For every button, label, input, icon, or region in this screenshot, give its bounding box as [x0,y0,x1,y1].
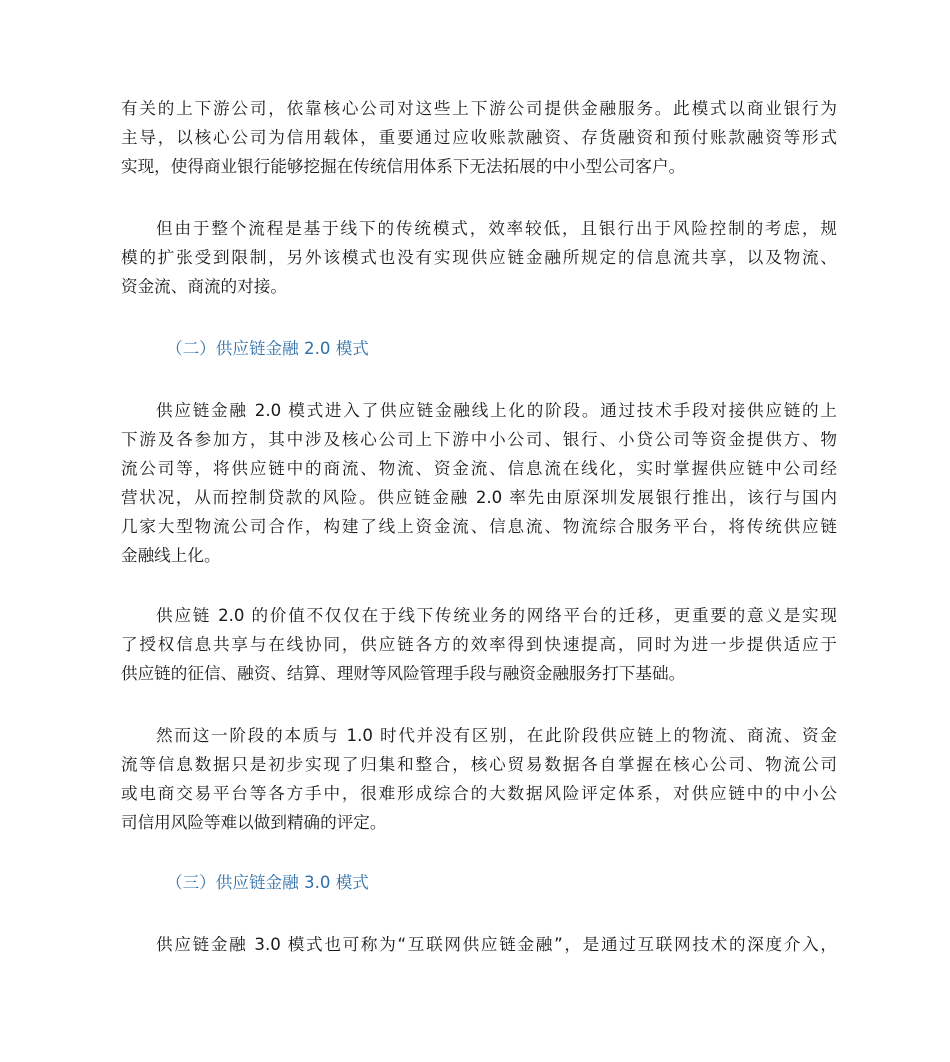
paragraph-line: 几家大型物流公司合作，构建了线上资金流、信息流、物流综合服务平台，将传统供应链 [121,517,837,536]
paragraph-3 [121,396,837,570]
paragraph-4 [121,601,837,688]
paragraph-2 [121,214,837,301]
section-heading-3: （三）供应链金融 3.0 模式 [166,873,369,892]
paragraph-line: 供应链金融 3.0 模式也可称为“互联网供应链金融”，是通过互联网技术的深度介入， [156,935,837,954]
paragraph-line: 但由于整个流程是基于线下的传统模式，效率较低，且银行出于风险控制的考虑，规 [156,219,837,238]
paragraph-line: 实现，使得商业银行能够挖掘在传统信用体系下无法拓展的中小型公司客户。 [121,157,686,176]
paragraph-line: 然而这一阶段的本质与 1.0 时代并没有区别，在此阶段供应链上的物流、商流、资金 [156,726,837,745]
paragraph-5 [121,721,837,837]
paragraph-line: 供应链金融 2.0 模式进入了供应链金融线上化的阶段。通过技术手段对接供应链的上 [156,401,837,420]
paragraph-line: 了授权信息共享与在线协同，供应链各方的效率得到快速提高，同时为进一步提供适应于 [121,635,837,654]
paragraph-line: 流等信息数据只是初步实现了归集和整合，核心贸易数据各自掌握在核心公司、物流公司 [121,755,837,774]
section-heading-2: （二）供应链金融 2.0 模式 [166,339,369,358]
paragraph-line: 金融线上化。 [121,546,221,565]
paragraph-line: 司信用风险等难以做到精确的评定。 [121,813,387,832]
paragraph-line: 供应链 2.0 的价值不仅仅在于线下传统业务的网络平台的迁移，更重要的意义是实现 [156,606,837,625]
paragraph-line: 流公司等，将供应链中的商流、物流、资金流、信息流在线化，实时掌握供应链中公司经 [121,459,837,478]
paragraph-line: 或电商交易平台等各方手中，很难形成综合的大数据风险评定体系，对供应链中的中小公 [121,784,837,803]
paragraph-line: 供应链的征信、融资、结算、理财等风险管理手段与融资金融服务打下基础。 [121,664,686,683]
paragraph-line: 模的扩张受到限制，另外该模式也没有实现供应链金融所规定的信息流共享，以及物流、 [121,248,837,267]
paragraph-6 [121,930,837,959]
paragraph-line: 有关的上下游公司，依靠核心公司对这些上下游公司提供金融服务。此模式以商业银行为 [121,99,837,118]
paragraph-line: 资金流、商流的对接。 [121,277,287,296]
paragraph-1 [121,94,837,181]
paragraph-line: 下游及各参加方，其中涉及核心公司上下游中小公司、银行、小贷公司等资金提供方、物 [121,430,837,449]
paragraph-line: 主导，以核心公司为信用载体，重要通过应收账款融资、存货融资和预付账款融资等形式 [121,128,837,147]
paragraph-line: 营状况，从而控制贷款的风险。供应链金融 2.0 率先由原深圳发展银行推出，该行与国内 [121,488,837,507]
